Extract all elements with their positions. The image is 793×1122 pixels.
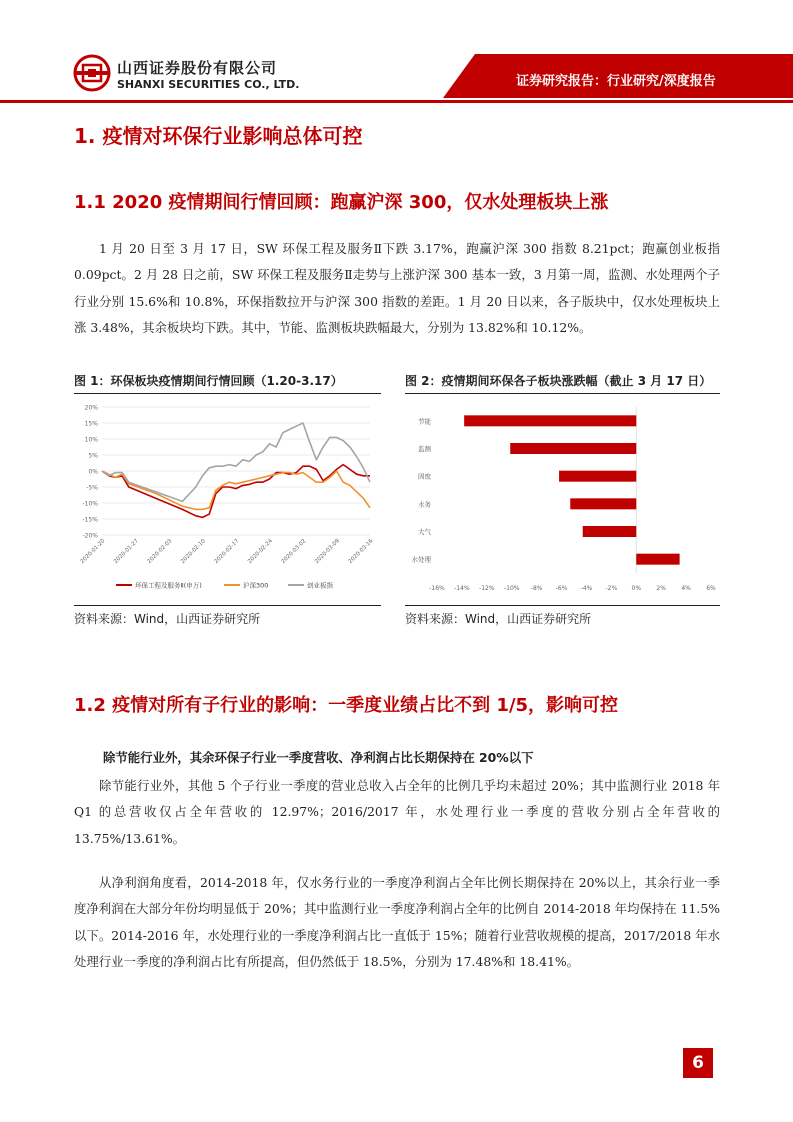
bar-监测 [510, 443, 636, 454]
section-1-2-paragraph-2: 从净利润角度看，2014-2018 年，仅水务行业的一季度净利润占全年比例长期保持在 20%以上，其余行业一季度净利润在大部分年份均明显低于 20%；其中监测行业一季度净利润占全年的比例自 2014-2018 年均保持在 11.5%以下。2014-2016 年，水处理行业的一季度净利润占比一直低于 15%；随着行业营收规模的提高，2017/2018 年水处理行业一季度的净利润占比有所提高，但仍然低于 18.5%，分别为 17.48%和 18.41%。 [74, 875, 720, 970]
category-label: 水务 [418, 500, 431, 509]
section-1-title: 1. 疫情对环保行业影响总体可控 [74, 124, 363, 148]
section-1-1-title: 1.1 2020 疫情期间行情回顾：跑赢沪深 300，仅水处理板块上涨 [74, 192, 609, 213]
x-tick-label: 2020-01-20 [79, 538, 107, 566]
page-number: 6 [692, 1053, 704, 1073]
x-tick-label: 2020-01-27 [113, 538, 140, 566]
x-tick-label: 2020-03-16 [347, 538, 375, 566]
category-label: 水处理 [411, 555, 431, 564]
figure-2-bottom-rule [405, 605, 720, 606]
x-tick-label: -14% [454, 585, 470, 592]
y-tick-label: -20% [82, 532, 98, 540]
legend-label: 环保工程及服务Ⅱ(申万) [135, 581, 202, 590]
x-tick-label: 2020-02-24 [247, 538, 274, 566]
y-tick-label: -5% [86, 484, 98, 492]
figure-1-top-rule [74, 393, 381, 394]
series-line-环保工程及服务Ⅱ(申万) [102, 465, 370, 518]
figure-1-bottom-rule [74, 605, 381, 606]
x-tick-label: 2020-03-02 [280, 538, 308, 566]
x-tick-label: 4% [681, 585, 691, 592]
y-tick-label: 20% [84, 404, 98, 412]
bar-水务 [570, 498, 636, 509]
x-tick-label: -10% [503, 585, 520, 592]
figure-2-bar-chart [405, 395, 720, 605]
bar-大气 [583, 526, 637, 537]
x-tick-label: 2020-02-03 [146, 538, 174, 566]
category-label: 固废 [418, 472, 431, 481]
x-tick-label: 2020-03-09 [314, 538, 341, 566]
section-1-2-bold-heading: 除节能行业外，其余环保子行业一季度营收、净利润占比长期保持在 20%以下 [103, 750, 534, 765]
figure-1-caption: 图 1：环保板块疫情期间行情回顾（1.20-3.17） [74, 374, 343, 388]
y-tick-label: 0% [88, 468, 98, 476]
category-label: 节能 [418, 417, 431, 426]
x-tick-label: -8% [530, 585, 543, 592]
series-line-沪深300 [102, 471, 370, 509]
y-tick-label: 10% [84, 436, 98, 444]
company-name-cn: 山西证券股份有限公司 [117, 59, 278, 77]
series-line-创业板指 [102, 423, 370, 501]
legend-label: 沪深300 [243, 581, 269, 590]
report-type: 证券研究报告：行业研究/深度报告 [516, 74, 716, 89]
x-tick-label: 2% [656, 585, 666, 592]
figure-2-caption: 图 2：疫情期间环保各子板块涨跌幅（截止 3 月 17 日） [405, 374, 712, 388]
bar-固废 [559, 471, 636, 482]
company-name-en: SHANXI SECURITIES CO., LTD. [117, 78, 300, 91]
x-tick-label: -2% [605, 585, 618, 592]
figure-1-line-chart [74, 395, 381, 605]
page-number-box [683, 1048, 713, 1078]
category-label: 监测 [418, 445, 431, 453]
section-1-2-paragraph-1: 除节能行业外，其他 5 个子行业一季度的营业总收入占全年的比例几乎均未超过 20%；其中监测行业 2018 年 Q1 的总营收仅占全年营收的 12.97%；2016/2017 年，水处理行业一季度的营收分别占全年营收的 13.75%/13.61%。 [74, 778, 720, 846]
y-tick-label: 15% [84, 420, 98, 428]
bar-水处理 [636, 554, 679, 565]
section-1-1-paragraph: 1 月 20 日至 3 月 17 日，SW 环保工程及服务Ⅱ下跌 3.17%，跑赢沪深 300 指数 8.21pct；跑赢创业板指 0.09pct。2 月 28 日之前，SW 环保工程及服务Ⅱ走势与上涨沪深 300 基本一致，3 月第一周，监测、水处理两个子行业分别 15.6%和 10.8%，环保指数拉开与沪深 300 指数的差距。1 月 20 日以来，各子版块中，仅水处理板块上涨 3.48%，其余板块均下跌。其中，节能、监测板块跌幅最大，分别为 13.82%和 10.12%。 [74, 241, 720, 336]
x-tick-label: 2020-02-10 [180, 538, 207, 566]
x-tick-label: -12% [479, 585, 495, 592]
x-tick-label: -4% [580, 585, 593, 592]
figure-2-source: 资料来源：Wind，山西证券研究所 [405, 612, 592, 626]
figure-1-source: 资料来源：Wind，山西证券研究所 [74, 612, 261, 626]
category-label: 大气 [418, 528, 431, 536]
y-tick-label: 5% [88, 452, 98, 460]
y-tick-label: -10% [82, 500, 98, 508]
legend-label: 创业板指 [307, 581, 333, 590]
x-tick-label: 2020-02-17 [213, 538, 241, 566]
y-tick-label: -15% [82, 516, 98, 524]
x-tick-label: -16% [429, 585, 445, 592]
figure-2-top-rule [405, 393, 720, 394]
x-tick-label: 0% [631, 585, 642, 592]
section-1-2-title: 1.2 疫情对所有子行业的影响：一季度业绩占比不到 1/5，影响可控 [74, 695, 619, 716]
x-tick-label: -6% [555, 585, 568, 592]
bar-节能 [464, 415, 636, 426]
x-tick-label: 6% [706, 585, 716, 592]
